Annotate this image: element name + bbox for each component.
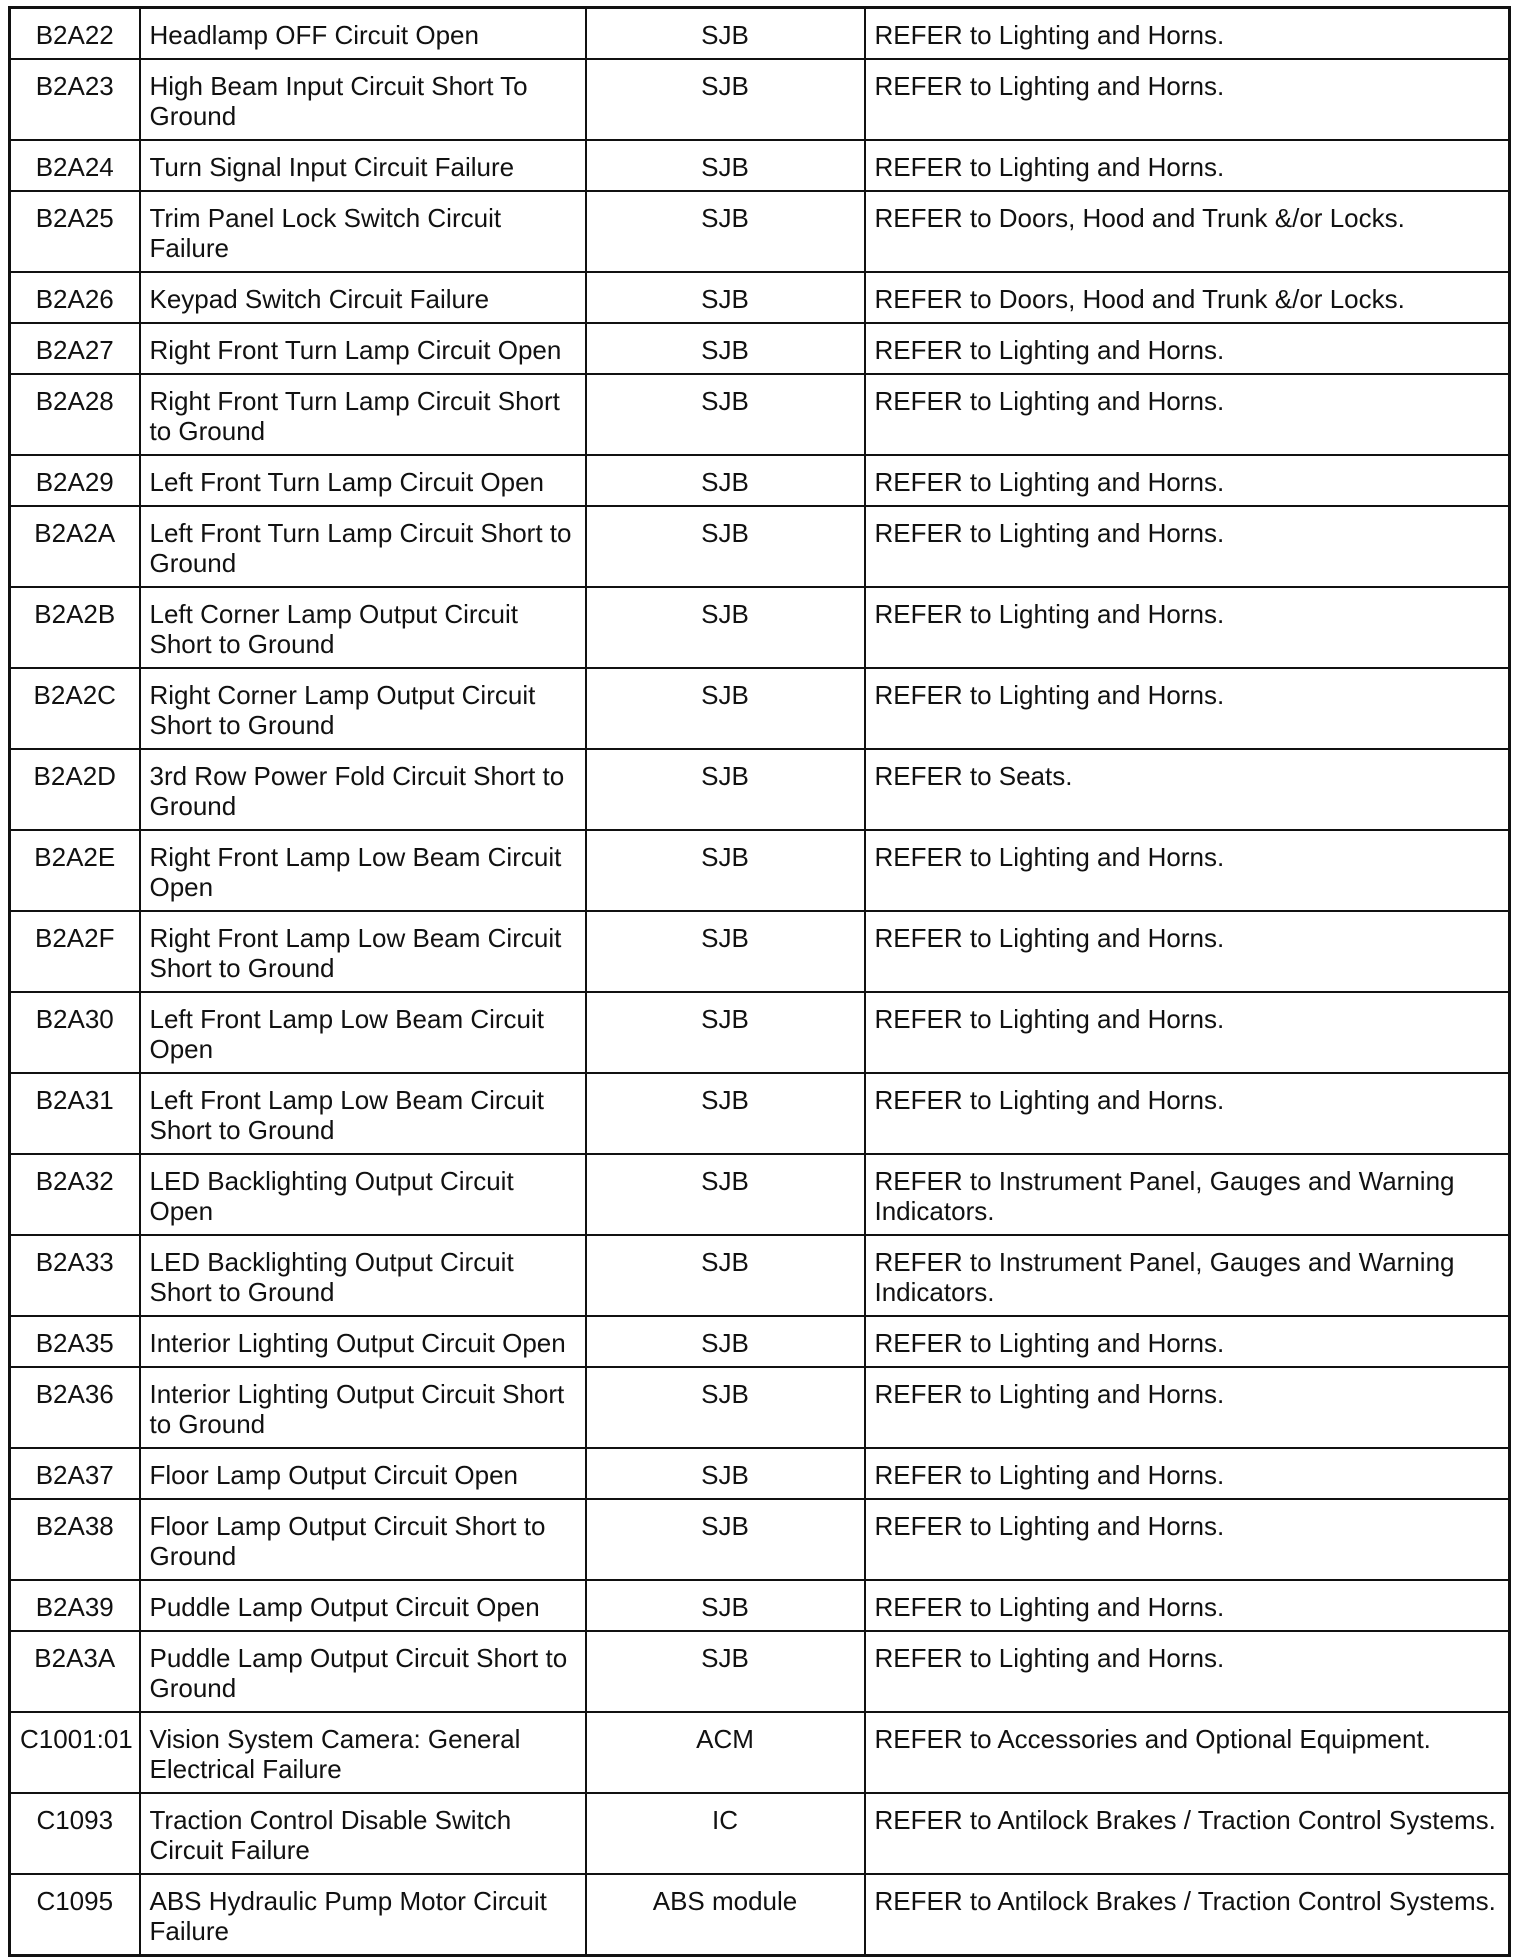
dtc-description: LED Backlighting Output Circuit Open: [140, 1154, 586, 1235]
table-row: [10, 830, 1510, 911]
dtc-description: Interior Lighting Output Circuit Open: [140, 1316, 586, 1367]
dtc-description: LED Backlighting Output Circuit Short to Ground: [140, 1235, 586, 1316]
table-row: [10, 1499, 1510, 1580]
dtc-module: SJB: [586, 830, 865, 911]
dtc-code: B2A39: [10, 1580, 140, 1631]
dtc-action: REFER to Lighting and Horns.: [865, 587, 1510, 668]
dtc-module: ABS module: [586, 1874, 865, 1956]
dtc-action: REFER to Lighting and Horns.: [865, 140, 1510, 191]
dtc-module: SJB: [586, 59, 865, 140]
table-row: [10, 272, 1510, 323]
dtc-action: REFER to Lighting and Horns.: [865, 8, 1510, 60]
dtc-module: SJB: [586, 992, 865, 1073]
dtc-module: SJB: [586, 911, 865, 992]
table-row: [10, 1448, 1510, 1499]
dtc-action: REFER to Doors, Hood and Trunk &/or Locks.: [865, 272, 1510, 323]
table-row: [10, 140, 1510, 191]
table-row: [10, 1874, 1510, 1956]
table-row: [10, 506, 1510, 587]
dtc-description: Puddle Lamp Output Circuit Short to Ground: [140, 1631, 586, 1712]
dtc-module: SJB: [586, 1499, 865, 1580]
dtc-module: SJB: [586, 587, 865, 668]
dtc-code: B2A2F: [10, 911, 140, 992]
dtc-table-page: [8, 6, 1508, 1957]
dtc-module: SJB: [586, 1367, 865, 1448]
dtc-action: REFER to Antilock Brakes / Traction Control Systems.: [865, 1874, 1510, 1956]
dtc-module: SJB: [586, 191, 865, 272]
dtc-code: B2A36: [10, 1367, 140, 1448]
dtc-code: B2A22: [10, 8, 140, 60]
dtc-code: B2A3A: [10, 1631, 140, 1712]
dtc-action: REFER to Lighting and Horns.: [865, 455, 1510, 506]
dtc-description: Trim Panel Lock Switch Circuit Failure: [140, 191, 586, 272]
dtc-module: SJB: [586, 1154, 865, 1235]
dtc-code: B2A2C: [10, 668, 140, 749]
dtc-code: B2A32: [10, 1154, 140, 1235]
dtc-module: SJB: [586, 1316, 865, 1367]
dtc-action: REFER to Lighting and Horns.: [865, 830, 1510, 911]
dtc-description: Right Front Turn Lamp Circuit Short to Ground: [140, 374, 586, 455]
dtc-description: Right Front Turn Lamp Circuit Open: [140, 323, 586, 374]
dtc-action: REFER to Lighting and Horns.: [865, 1580, 1510, 1631]
dtc-code: B2A35: [10, 1316, 140, 1367]
table-row: [10, 1793, 1510, 1874]
dtc-module: SJB: [586, 506, 865, 587]
dtc-code: B2A29: [10, 455, 140, 506]
dtc-module: SJB: [586, 140, 865, 191]
dtc-description: ABS Hydraulic Pump Motor Circuit Failure: [140, 1874, 586, 1956]
dtc-module: SJB: [586, 749, 865, 830]
dtc-description: Headlamp OFF Circuit Open: [140, 8, 586, 60]
dtc-code: B2A2A: [10, 506, 140, 587]
dtc-action: REFER to Lighting and Horns.: [865, 1448, 1510, 1499]
dtc-action: REFER to Lighting and Horns.: [865, 374, 1510, 455]
dtc-description: High Beam Input Circuit Short To Ground: [140, 59, 586, 140]
dtc-description: 3rd Row Power Fold Circuit Short to Ground: [140, 749, 586, 830]
dtc-code: B2A37: [10, 1448, 140, 1499]
dtc-code: B2A2B: [10, 587, 140, 668]
dtc-code: C1093: [10, 1793, 140, 1874]
table-row: [10, 668, 1510, 749]
dtc-action: REFER to Lighting and Horns.: [865, 323, 1510, 374]
dtc-description: Left Front Turn Lamp Circuit Open: [140, 455, 586, 506]
dtc-description: Traction Control Disable Switch Circuit Failure: [140, 1793, 586, 1874]
dtc-module: IC: [586, 1793, 865, 1874]
table-row: [10, 1631, 1510, 1712]
dtc-code: B2A23: [10, 59, 140, 140]
dtc-code: B2A38: [10, 1499, 140, 1580]
dtc-action: REFER to Lighting and Horns.: [865, 1499, 1510, 1580]
table-row: [10, 1154, 1510, 1235]
dtc-action: REFER to Lighting and Horns.: [865, 992, 1510, 1073]
dtc-action: REFER to Instrument Panel, Gauges and Warning Indicators.: [865, 1154, 1510, 1235]
dtc-description: Puddle Lamp Output Circuit Open: [140, 1580, 586, 1631]
dtc-description: Interior Lighting Output Circuit Short to Ground: [140, 1367, 586, 1448]
dtc-action: REFER to Seats.: [865, 749, 1510, 830]
table-row: [10, 992, 1510, 1073]
dtc-description: Left Front Turn Lamp Circuit Short to Ground: [140, 506, 586, 587]
table-row: [10, 1580, 1510, 1631]
dtc-description: Left Front Lamp Low Beam Circuit Open: [140, 992, 586, 1073]
dtc-description: Right Front Lamp Low Beam Circuit Short to Ground: [140, 911, 586, 992]
dtc-code: B2A25: [10, 191, 140, 272]
dtc-description: Turn Signal Input Circuit Failure: [140, 140, 586, 191]
dtc-action: REFER to Lighting and Horns.: [865, 1316, 1510, 1367]
dtc-action: REFER to Lighting and Horns.: [865, 1073, 1510, 1154]
table-row: [10, 323, 1510, 374]
dtc-code: B2A30: [10, 992, 140, 1073]
dtc-action: REFER to Lighting and Horns.: [865, 911, 1510, 992]
table-row: [10, 1073, 1510, 1154]
dtc-code: B2A26: [10, 272, 140, 323]
dtc-description: Floor Lamp Output Circuit Open: [140, 1448, 586, 1499]
dtc-action: REFER to Lighting and Horns.: [865, 1631, 1510, 1712]
dtc-module: SJB: [586, 323, 865, 374]
table-row: [10, 191, 1510, 272]
table-row: [10, 749, 1510, 830]
dtc-code: B2A2E: [10, 830, 140, 911]
dtc-code: C1095: [10, 1874, 140, 1956]
dtc-description: Left Front Lamp Low Beam Circuit Short to Ground: [140, 1073, 586, 1154]
dtc-module: SJB: [586, 1235, 865, 1316]
dtc-description: Left Corner Lamp Output Circuit Short to Ground: [140, 587, 586, 668]
table-row: [10, 911, 1510, 992]
table-row: [10, 8, 1510, 60]
dtc-module: SJB: [586, 1448, 865, 1499]
dtc-code: B2A28: [10, 374, 140, 455]
dtc-module: SJB: [586, 8, 865, 60]
dtc-code: C1001:01: [10, 1712, 140, 1793]
dtc-action: REFER to Doors, Hood and Trunk &/or Locks.: [865, 191, 1510, 272]
dtc-code: B2A31: [10, 1073, 140, 1154]
dtc-description: Floor Lamp Output Circuit Short to Ground: [140, 1499, 586, 1580]
dtc-code: B2A24: [10, 140, 140, 191]
dtc-module: ACM: [586, 1712, 865, 1793]
dtc-module: SJB: [586, 1580, 865, 1631]
dtc-code: B2A33: [10, 1235, 140, 1316]
table-row: [10, 1712, 1510, 1793]
dtc-description: Right Front Lamp Low Beam Circuit Open: [140, 830, 586, 911]
dtc-action: REFER to Instrument Panel, Gauges and Warning Indicators.: [865, 1235, 1510, 1316]
table-row: [10, 1235, 1510, 1316]
table-row: [10, 1367, 1510, 1448]
dtc-code: B2A2D: [10, 749, 140, 830]
table-row: [10, 587, 1510, 668]
table-row: [10, 1316, 1510, 1367]
dtc-module: SJB: [586, 1073, 865, 1154]
dtc-module: SJB: [586, 455, 865, 506]
dtc-description: Keypad Switch Circuit Failure: [140, 272, 586, 323]
dtc-code: B2A27: [10, 323, 140, 374]
dtc-module: SJB: [586, 272, 865, 323]
dtc-module: SJB: [586, 668, 865, 749]
dtc-action: REFER to Accessories and Optional Equipment.: [865, 1712, 1510, 1793]
dtc-description: Right Corner Lamp Output Circuit Short to Ground: [140, 668, 586, 749]
dtc-action: REFER to Lighting and Horns.: [865, 59, 1510, 140]
dtc-table: [8, 6, 1511, 1957]
dtc-action: REFER to Lighting and Horns.: [865, 668, 1510, 749]
dtc-module: SJB: [586, 1631, 865, 1712]
dtc-module: SJB: [586, 374, 865, 455]
dtc-action: REFER to Lighting and Horns.: [865, 1367, 1510, 1448]
dtc-action: REFER to Antilock Brakes / Traction Control Systems.: [865, 1793, 1510, 1874]
dtc-description: Vision System Camera: General Electrical Failure: [140, 1712, 586, 1793]
table-row: [10, 374, 1510, 455]
table-row: [10, 59, 1510, 140]
table-row: [10, 455, 1510, 506]
dtc-action: REFER to Lighting and Horns.: [865, 506, 1510, 587]
